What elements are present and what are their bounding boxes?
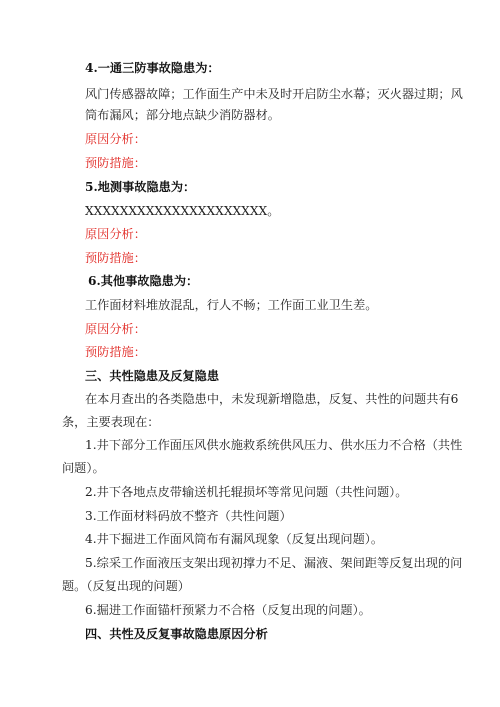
section5-heading: 5.地测事故隐患为： (85, 180, 196, 194)
section4-prevention-label: 预防措施： (85, 156, 146, 170)
section5-prevention-label: 预防措施： (85, 251, 146, 265)
section4-cause-label: 原因分析： (85, 132, 146, 146)
section6-heading: 6.其他事故隐患为： (88, 274, 199, 288)
part3-item6: 6.掘进工作面锚杆预紧力不合格（反复出现的问题）。 (85, 603, 371, 617)
section6-cause-label: 原因分析： (85, 322, 146, 336)
section5-cause-label: 原因分析： (85, 227, 146, 241)
part3-intro-line2: 条，主要表现在： (62, 415, 160, 429)
section4-heading: 4.一通三防事故隐患为： (85, 61, 220, 75)
section4-text-line2: 筒布漏风；部分地点缺少消防器材。 (85, 108, 280, 122)
part3-intro-line1: 在本月查出的各类隐患中，未发现新增隐患，反复、共性的问题共有6 (85, 392, 459, 406)
part3-item2: 2.井下各地点皮带输送机托辊损坏等常见问题（共性问题）。 (85, 485, 408, 499)
section6-text-line1: 工作面材料堆放混乱，行人不畅；工作面工业卫生差。 (85, 298, 378, 312)
part3-item4: 4.井下掘进工作面风筒布有漏风现象（反复出现问题）。 (85, 532, 384, 546)
part3-item1-line1: 1.井下部分工作面压风供水施救系统供风压力、供水压力不合格（共性 (85, 438, 463, 452)
section6-prevention-label: 预防措施： (85, 345, 146, 359)
part3-item5-line1: 5.综采工作面液压支架出现初撑力不足、漏液、架间距等反复出现的问 (85, 556, 463, 570)
section4-text-line1: 风门传感器故障；工作面生产中未及时开启防尘水幕；灭火器过期；风 (85, 87, 463, 101)
part3-heading: 三、共性隐患及反复隐患 (85, 369, 220, 383)
part4-heading: 四、共性及反复事故隐患原因分析 (85, 627, 268, 641)
part3-item1-line2: 问题）。 (62, 461, 105, 475)
part3-item5-line2: 题。（反复出现的问题） (62, 579, 190, 593)
part3-item3: 3.工作面材料码放不整齐（共性问题） (85, 509, 292, 523)
section5-text-line1: XXXXXXXXXXXXXXXXXXXXX。 (85, 204, 280, 218)
